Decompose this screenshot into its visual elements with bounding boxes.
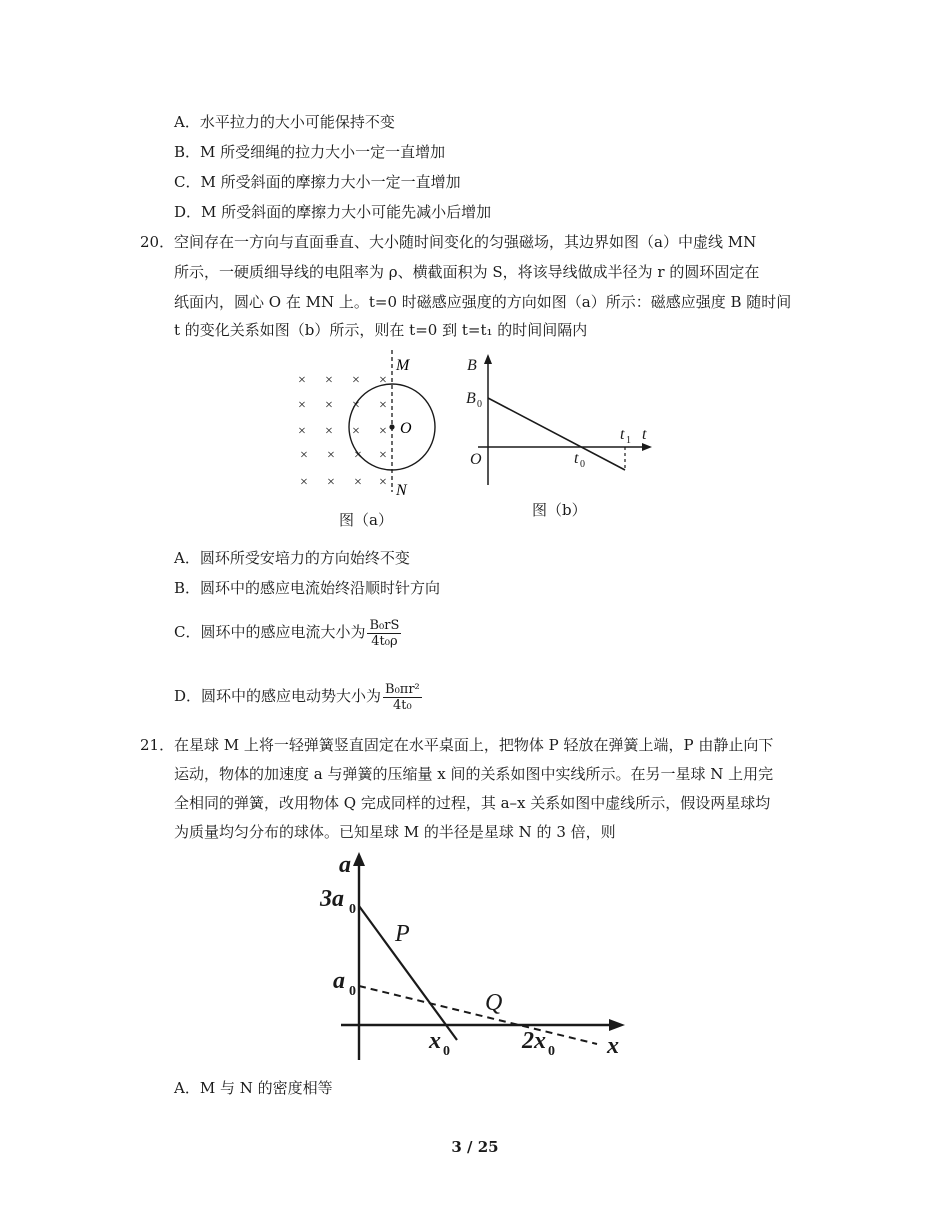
cross-mark: × (327, 448, 335, 463)
figure-a-caption: 图（a） (339, 511, 393, 529)
q20-stem-line-3: 纸面内，圆心 O 在 MN 上。t=0 时磁感应强度的方向如图（a）所示：磁感应强度 B 随时间 (174, 293, 792, 311)
cross-mark: × (352, 424, 360, 439)
q19-option-b: B．M 所受细绳的拉力大小一定一直增加 (174, 143, 446, 161)
cross-mark: × (298, 398, 306, 413)
q20-option-a: A．圆环所受安培力的方向始终不变 (174, 549, 410, 567)
label-3a0-sub: 0 (349, 902, 356, 917)
label-t0-sub: 0 (580, 459, 585, 470)
q21-stem-line-3: 全相同的弹簧，改用物体 Q 完成同样的过程，其 a–x 关系如图中虚线所示，假设两星球均 (174, 794, 771, 812)
label-b: B (467, 357, 477, 374)
label-p: P (395, 921, 410, 947)
label-a: a (339, 852, 351, 878)
label-q: Q (485, 990, 503, 1016)
figure-a-x-graph (315, 848, 635, 1063)
cross-mark: × (325, 398, 333, 413)
center-o-dot (389, 424, 394, 429)
cross-mark: × (354, 475, 362, 490)
page-number: 3 / 25 (451, 1138, 499, 1156)
option-c-fraction (367, 618, 401, 649)
label-t1: t (620, 426, 625, 443)
q21-stem-line-2: 运动，物体的加速度 a 与弹簧的压缩量 x 间的关系如图中实线所示。在另一星球 N 上用完 (174, 765, 774, 783)
fraction-denominator: 4t₀ρ (371, 633, 398, 649)
a-axis-arrow (353, 852, 365, 866)
q20-option-d (174, 674, 422, 718)
cross-mark: × (379, 475, 387, 490)
q19-option-c: C．M 所受斜面的摩擦力大小一定一直增加 (174, 173, 461, 191)
cross-mark: × (298, 373, 306, 388)
label-n: N (396, 482, 407, 499)
t-axis-arrow (642, 443, 652, 451)
label-a0: a (333, 968, 345, 994)
cross-marks (298, 373, 387, 490)
label-a0-sub: 0 (349, 984, 356, 999)
option-d-text: D．圆环中的感应电动势大小为 (174, 687, 382, 705)
cross-mark: × (379, 373, 387, 388)
b-t-line (488, 398, 625, 470)
cross-mark: × (327, 475, 335, 490)
label-x0-sub: 0 (443, 1044, 450, 1059)
fraction-numerator: B₀rS (369, 617, 400, 633)
cross-mark: × (325, 373, 333, 388)
label-t0: t (574, 450, 579, 467)
cross-mark: × (379, 398, 387, 413)
cross-mark: × (298, 424, 306, 439)
cross-mark: × (352, 398, 360, 413)
cross-mark: × (379, 448, 387, 463)
q20-option-b: B．圆环中的感应电流始终沿顺时针方向 (174, 579, 441, 597)
cross-mark: × (379, 424, 387, 439)
figure-a-magnetic-field (290, 350, 450, 505)
q21-number: 21． (140, 736, 175, 754)
cross-mark: × (325, 424, 333, 439)
figure-b-caption: 图（b） (532, 501, 587, 519)
label-b0-sub: 0 (477, 399, 482, 410)
x-axis-arrow (609, 1019, 625, 1031)
q20-stem-line-1: 空间存在一方向与直面垂直、大小随时间变化的匀强磁场，其边界如图（a）中虚线 MN (174, 233, 757, 251)
cross-mark: × (354, 448, 362, 463)
q-line (359, 986, 597, 1044)
option-c-text: C．圆环中的感应电流大小为 (174, 623, 366, 641)
option-d-fraction (383, 682, 422, 713)
label-o: O (400, 420, 412, 437)
q20-stem-line-2: 所示，一硬质细导线的电阻率为 ρ、横截面积为 S，将该导线做成半径为 r 的圆环固定在 (174, 263, 760, 281)
q21-stem-line-4: 为质量均匀分布的球体。已知星球 M 的半径是星球 N 的 3 倍，则 (174, 823, 616, 841)
label-origin: O (470, 451, 482, 468)
cross-mark: × (352, 373, 360, 388)
q20-option-c (174, 610, 401, 654)
label-2x0: 2x (522, 1028, 546, 1054)
figure-b-b-t-graph (460, 350, 660, 490)
label-t: t (642, 426, 647, 443)
q21-option-a: A．M 与 N 的密度相等 (174, 1079, 333, 1097)
fraction-denominator: 4t₀ (393, 697, 412, 713)
q20-number: 20． (140, 233, 175, 251)
cross-mark: × (300, 475, 308, 490)
label-b0: B (466, 390, 476, 407)
label-t1-sub: 1 (626, 435, 631, 446)
cross-mark: × (300, 448, 308, 463)
fraction-numerator: B₀πr² (385, 681, 420, 697)
q21-stem-line-1: 在星球 M 上将一轻弹簧竖直固定在水平桌面上，把物体 P 轻放在弹簧上端，P 由静止向下 (174, 736, 774, 754)
q19-option-a: A．水平拉力的大小可能保持不变 (174, 113, 395, 131)
label-x: x (607, 1033, 619, 1059)
q20-stem-line-4: t 的变化关系如图（b）所示，则在 t=0 到 t=t₁ 的时间间隔内 (174, 321, 588, 339)
b-axis-arrow (484, 354, 492, 364)
label-x0: x (429, 1028, 441, 1054)
label-3a0: 3a (320, 886, 344, 912)
q19-option-d: D．M 所受斜面的摩擦力大小可能先减小后增加 (174, 203, 492, 221)
label-m: M (396, 357, 410, 374)
label-2x0-sub: 0 (548, 1044, 555, 1059)
